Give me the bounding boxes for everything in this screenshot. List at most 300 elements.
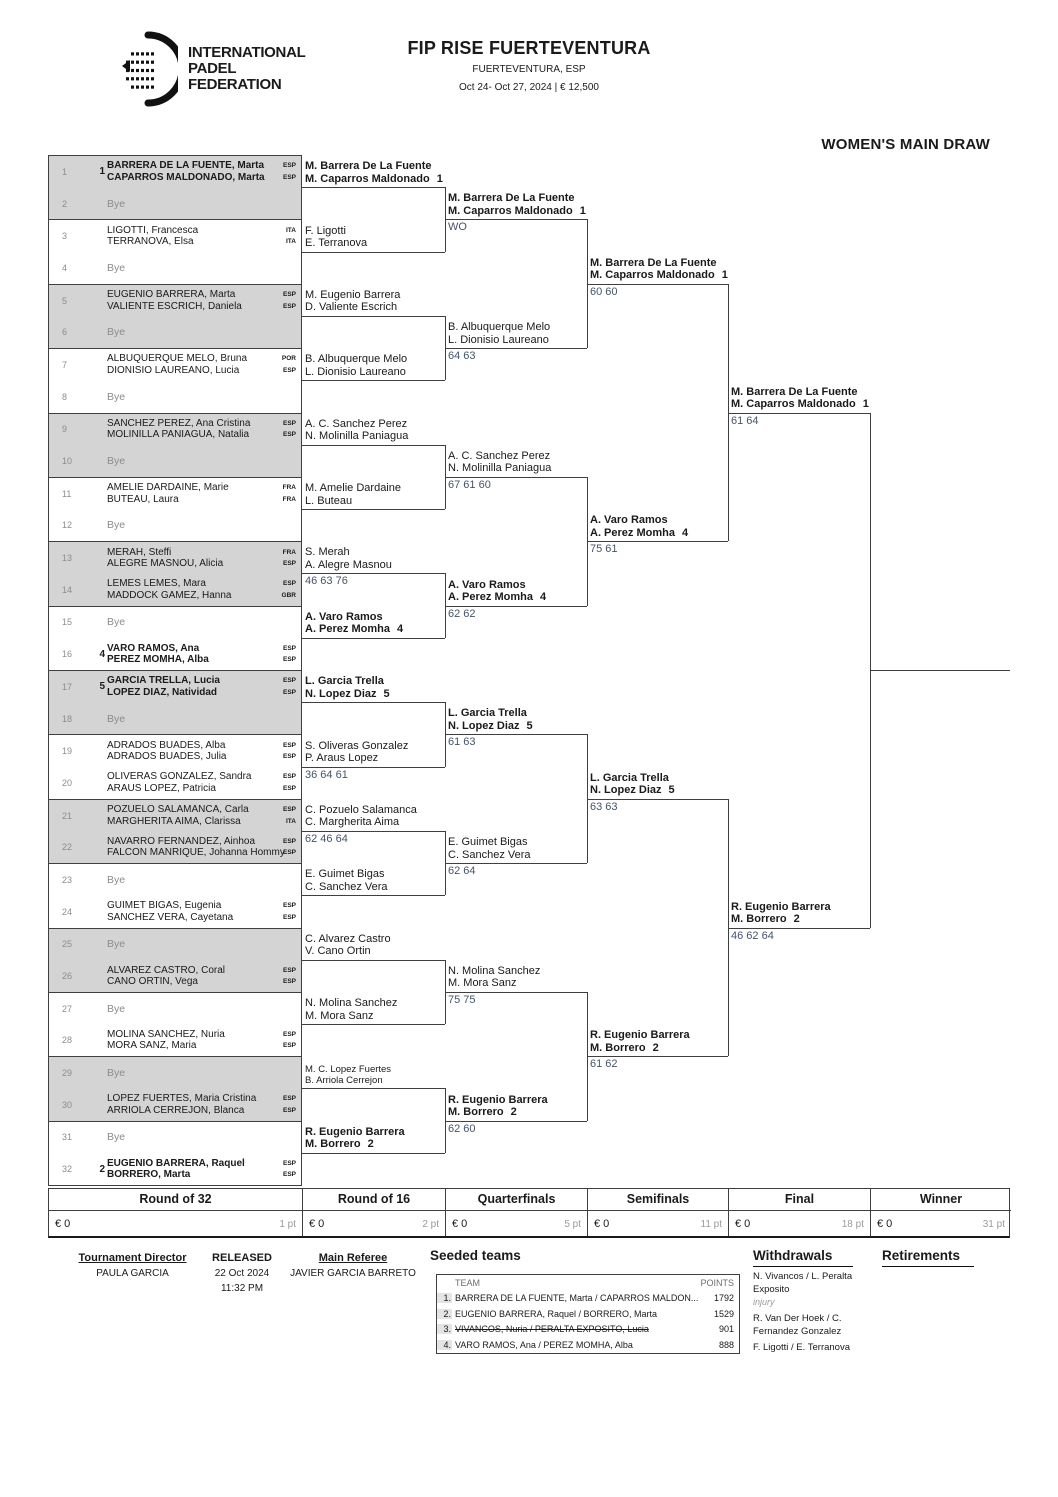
country-codes — [270, 965, 301, 988]
match-block — [48, 1122, 302, 1186]
team-label — [448, 836, 531, 863]
seed-number: 5 — [383, 687, 390, 700]
released-label: RELEASED — [212, 1252, 272, 1264]
team-names — [107, 1093, 270, 1116]
player-name: POZUELO SALAMANCA, Carla — [107, 804, 249, 816]
round-label: Semifinals — [588, 1189, 728, 1211]
seed-number: 5 — [99, 681, 105, 693]
slot-number: 10 — [62, 456, 73, 467]
prize-values — [446, 1211, 587, 1237]
team-names — [107, 938, 301, 950]
country-code: ESP — [282, 431, 296, 439]
bracket-line — [445, 348, 587, 349]
draw-slot — [49, 896, 301, 928]
bracket-line — [302, 960, 445, 961]
match-block — [48, 285, 302, 349]
player-name: A. Perez Momha 4 — [448, 591, 547, 604]
slot-number: 23 — [62, 874, 73, 885]
slot-number: 29 — [62, 1068, 73, 1079]
team-label — [448, 579, 546, 606]
bracket-line — [445, 1121, 587, 1122]
player-name: N. Molinilla Paniagua — [305, 430, 409, 443]
seeded-team-points: 901 — [718, 1324, 734, 1335]
player-name: TERRANOVA, Elsa — [107, 236, 194, 248]
ipf-logo-text — [188, 45, 305, 93]
team-names — [107, 1067, 301, 1079]
player-name: LOPEZ DIAZ, Natividad — [107, 686, 218, 698]
match-score: 64 63 — [448, 350, 476, 363]
team-label — [305, 482, 401, 509]
slot-number: 3 — [62, 231, 68, 242]
draw-slot — [49, 316, 301, 348]
draw-slot — [49, 220, 301, 252]
seeded-teams-heading: Seeded teams — [430, 1248, 521, 1263]
slot-number: 21 — [62, 810, 73, 821]
slot-number: 16 — [62, 649, 73, 660]
team-label — [305, 546, 392, 573]
prize-cell — [588, 1189, 729, 1236]
match-block — [48, 156, 302, 220]
round-label: Final — [729, 1189, 870, 1211]
seeded-header-points: POINTS — [700, 1277, 734, 1288]
player-name: MOLINILLA PANIAGUA, Natalia — [107, 429, 250, 441]
bracket-line — [302, 638, 445, 639]
draw-slot — [49, 510, 301, 542]
slot-number: 13 — [62, 553, 73, 564]
country-code: ESP — [282, 773, 296, 781]
country-codes — [270, 547, 301, 570]
country-code: ESP — [282, 966, 296, 974]
bye-label: Bye — [107, 519, 126, 532]
player-name: L. Garcia Trella — [590, 771, 669, 784]
match-block — [48, 414, 302, 478]
bracket-line — [302, 380, 445, 381]
country-code: ESP — [282, 913, 296, 921]
team-names — [107, 713, 301, 725]
team-label — [305, 418, 408, 445]
match-score: 62 62 — [448, 607, 476, 620]
player-name: E. Guimet Bigas — [448, 836, 528, 849]
country-code: ESP — [282, 1042, 296, 1050]
slot-number: 11 — [62, 488, 72, 499]
round-points: 1 pt — [279, 1218, 296, 1230]
team-names — [107, 1029, 270, 1052]
draw-slot — [49, 1122, 301, 1154]
draw-slot — [49, 156, 301, 188]
bye-label: Bye — [107, 616, 126, 629]
match-block — [48, 607, 302, 671]
player-name: E. Guimet Bigas — [305, 868, 385, 881]
seeded-team-name: EUGENIO BARRERA, Raquel / BORRERO, Marta — [455, 1308, 658, 1319]
seeded-team-row — [437, 1337, 739, 1353]
player-name: C. Pozuelo Salamanca — [305, 803, 417, 816]
seed-number: 1 — [436, 172, 443, 185]
player-name: S. Oliveras Gonzalez — [305, 739, 409, 752]
bracket-line — [445, 863, 587, 864]
match-score: 63 63 — [590, 800, 618, 813]
country-code: ESP — [282, 560, 296, 568]
player-name: E. Terranova — [305, 237, 368, 250]
team-names — [107, 771, 270, 794]
country-code: ESP — [282, 688, 296, 696]
match-block — [48, 349, 302, 413]
slot-number: 30 — [62, 1099, 73, 1110]
draw-slot — [49, 638, 301, 670]
seed-number: 1 — [862, 398, 869, 410]
player-name: M. Eugenio Barrera — [305, 288, 401, 301]
seed-number: 4 — [396, 623, 404, 636]
prize-points-table — [48, 1188, 1010, 1238]
seeded-team-row — [437, 1306, 739, 1322]
prize-cell — [871, 1189, 1011, 1236]
match-block — [48, 478, 302, 542]
country-codes — [270, 1093, 301, 1116]
match-score: 46 62 64 — [731, 929, 774, 942]
country-codes — [270, 418, 301, 441]
player-name: B. Albuquerque Melo — [448, 321, 551, 334]
player-name: A. C. Sanchez Perez — [305, 417, 408, 430]
team-label — [590, 1029, 690, 1056]
country-code: FRA — [282, 484, 296, 492]
prize-cell — [446, 1189, 588, 1236]
ipf-logo-icon — [118, 30, 178, 108]
slot-number: 7 — [62, 359, 68, 370]
seeded-team-num: 3. — [437, 1324, 452, 1334]
withdrawal-team: R. Van Der Hoek / C. Fernandez Gonzalez — [753, 1313, 842, 1337]
country-code: ESP — [282, 291, 296, 299]
country-codes — [270, 804, 301, 827]
logo-line-1: INTERNATIONAL — [188, 44, 306, 61]
released-time: 11:32 PM — [220, 1283, 264, 1294]
slot-number: 6 — [62, 327, 68, 338]
player-name: M. Amelie Dardaine — [305, 482, 401, 495]
slot-number: 14 — [62, 584, 73, 595]
player-name: L. Garcia Trella — [448, 707, 527, 720]
bracket-line — [728, 413, 870, 414]
seeded-team-row — [437, 1322, 739, 1338]
match-score: 60 60 — [590, 285, 618, 298]
bye-label: Bye — [107, 455, 126, 468]
country-codes — [270, 353, 301, 376]
slot-number: 19 — [62, 746, 73, 757]
round-label: Winner — [871, 1189, 1011, 1211]
bracket-line — [302, 895, 445, 896]
bye-label: Bye — [107, 1067, 126, 1080]
player-name: VARO RAMOS, Ana — [107, 642, 200, 654]
player-name: PEREZ MOMHA, Alba — [107, 654, 209, 666]
country-codes — [270, 482, 301, 505]
player-name: N. Molinilla Paniagua — [448, 462, 552, 475]
player-name: VALIENTE ESCRICH, Daniela — [107, 300, 242, 312]
winner-line — [870, 670, 1010, 671]
country-codes — [270, 740, 301, 763]
country-code: ESP — [282, 366, 296, 374]
draw-slot — [49, 1089, 301, 1121]
draw-slot — [49, 1057, 301, 1089]
player-name: R. Eugenio Barrera — [448, 1093, 548, 1106]
player-name: A. Perez Momha 4 — [590, 526, 689, 539]
slot-number: 15 — [62, 617, 73, 628]
bracket-line — [302, 702, 445, 703]
country-code: ESP — [282, 806, 296, 814]
bracket-line — [445, 606, 587, 607]
player-name: ALEGRE MASNOU, Alicia — [107, 558, 224, 570]
team-names — [107, 1131, 301, 1143]
player-name: M. C. Lopez Fuertes — [305, 1064, 392, 1076]
prize-money: € 0 — [594, 1218, 610, 1230]
team-names — [107, 289, 270, 312]
match-block — [48, 1057, 302, 1121]
player-name: N. Lopez Diaz 5 — [448, 719, 533, 732]
draw-slot — [49, 1153, 301, 1185]
slot-number: 5 — [62, 295, 68, 306]
team-label — [448, 321, 550, 348]
player-name: ALBUQUERQUE MELO, Bruna — [107, 353, 248, 365]
slot-number: 27 — [62, 1003, 73, 1014]
team-label — [305, 997, 397, 1024]
seeded-team-name: BARRERA DE LA FUENTE, Marta / CAPARROS MALDON... — [455, 1293, 699, 1304]
team-names — [107, 874, 301, 886]
slot-number: 24 — [62, 906, 73, 917]
player-name: M. Barrera De La Fuente — [731, 385, 858, 398]
team-label — [305, 740, 408, 767]
team-names — [107, 262, 301, 274]
bracket-line — [302, 1153, 445, 1154]
player-name: ARAUS LOPEZ, Patricia — [107, 782, 216, 794]
team-label — [448, 192, 586, 219]
bracket-line — [302, 1088, 445, 1089]
player-name: D. Valiente Escrich — [305, 301, 398, 314]
player-name: BARRERA DE LA FUENTE, Marta — [107, 160, 265, 172]
released-date: 22 Oct 2024 — [214, 1268, 270, 1279]
player-name: R. Eugenio Barrera — [590, 1029, 690, 1042]
team-label — [305, 675, 390, 702]
seeded-teams-table — [436, 1274, 740, 1354]
draw-slot — [49, 542, 301, 574]
player-name: M. Caparros Maldonado 1 — [590, 269, 728, 282]
tournament-director-name: PAULA GARCIA — [96, 1268, 169, 1279]
player-name: M. Caparros Maldonado 1 — [305, 172, 443, 185]
bracket-line — [302, 573, 445, 574]
team-names — [107, 900, 270, 923]
seeded-team-name: VIVANCOS, Nuria / PERALTA EXPOSITO, Lucia — [455, 1324, 649, 1335]
country-code: ESP — [282, 753, 296, 761]
player-name: C. Margherita Aima — [305, 816, 400, 829]
team-names — [107, 326, 301, 338]
country-code: ITA — [286, 238, 296, 246]
slot-number: 31 — [62, 1132, 73, 1143]
prize-values — [871, 1211, 1011, 1237]
slot-number: 17 — [62, 681, 73, 692]
prize-money: € 0 — [452, 1218, 468, 1230]
draw-slot — [49, 252, 301, 284]
player-name: LIGOTTI, Francesca — [107, 224, 199, 236]
prize-cell — [729, 1189, 871, 1236]
player-name: A. Alegre Masnou — [305, 558, 392, 571]
match-score: 61 62 — [590, 1058, 618, 1071]
tournament-director-label: Tournament Director — [78, 1252, 187, 1264]
draw-slot — [49, 381, 301, 413]
withdrawal-reason: injury — [753, 1297, 775, 1307]
bye-label: Bye — [107, 938, 126, 951]
slot-number: 26 — [62, 971, 73, 982]
bracket-line — [302, 509, 445, 510]
player-name: CAPARROS MALDONADO, Marta — [107, 171, 265, 183]
withdrawals-block — [753, 1248, 853, 1354]
prize-money: € 0 — [735, 1218, 751, 1230]
round-points: 18 pt — [841, 1218, 864, 1230]
round-points: 2 pt — [422, 1218, 439, 1230]
team-names — [107, 353, 270, 376]
player-name: M. Borrero 2 — [590, 1041, 659, 1054]
country-codes — [270, 675, 301, 698]
player-name: N. Lopez Diaz 5 — [590, 784, 675, 797]
player-name: MORA SANZ, Maria — [107, 1040, 197, 1052]
tournament-director-block — [55, 1252, 210, 1279]
team-names — [107, 804, 270, 827]
prize-values — [588, 1211, 728, 1237]
draw-slot — [49, 414, 301, 446]
match-score: 46 63 76 — [305, 575, 348, 588]
slot-number: 22 — [62, 842, 73, 853]
player-name: MADDOCK GAMEZ, Hanna — [107, 589, 232, 601]
country-codes — [270, 900, 301, 923]
match-block — [48, 864, 302, 928]
seeded-team-num: 2. — [437, 1309, 452, 1319]
country-code: ESP — [282, 419, 296, 427]
logo-line-2: PADEL — [188, 60, 237, 77]
bye-label: Bye — [107, 197, 126, 210]
team-label — [305, 353, 407, 380]
slot-number: 2 — [62, 198, 68, 209]
draw-slot — [49, 285, 301, 317]
player-name: L. Garcia Trella — [305, 675, 384, 688]
bye-label: Bye — [107, 712, 126, 725]
tournament-title: FIP RISE FUERTEVENTURA — [407, 38, 651, 58]
country-codes — [270, 836, 301, 859]
bye-label: Bye — [107, 326, 126, 339]
player-name: ADRADOS BUADES, Julia — [107, 751, 227, 763]
player-name: L. Buteau — [305, 494, 353, 507]
team-names — [107, 1158, 270, 1181]
team-label — [305, 804, 417, 831]
team-names — [107, 616, 301, 628]
slot-number: 8 — [62, 391, 68, 402]
country-code: ITA — [286, 817, 296, 825]
country-code: ESP — [282, 1159, 296, 1167]
player-name: F. Ligotti — [305, 224, 346, 237]
round-points: 31 pt — [982, 1218, 1005, 1230]
team-label — [448, 707, 533, 734]
draw-slot — [49, 767, 301, 799]
match-block — [48, 220, 302, 284]
country-code: FRA — [282, 548, 296, 556]
player-name: S. Merah — [305, 546, 350, 559]
withdrawal-team: N. Vivancos / L. Peralta Exposito — [753, 1271, 853, 1295]
draw-slot — [49, 864, 301, 896]
round-label: Round of 16 — [303, 1189, 445, 1211]
player-name: P. Araus Lopez — [305, 752, 379, 765]
team-label — [305, 1064, 391, 1088]
main-referee-name: JAVIER GARCIA BARRETO — [290, 1268, 416, 1279]
team-names — [107, 675, 270, 698]
seeded-team-num: 4. — [437, 1340, 452, 1350]
team-names — [107, 1003, 301, 1015]
seed-number: 4 — [681, 526, 689, 539]
seeded-team-points: 1529 — [713, 1308, 734, 1319]
prize-values — [303, 1211, 445, 1237]
team-names — [107, 160, 270, 183]
country-code: ESP — [282, 1095, 296, 1103]
seeded-team-points: 888 — [718, 1339, 734, 1350]
match-score: 61 64 — [731, 414, 759, 427]
match-score: 62 64 — [448, 865, 476, 878]
country-code: ESP — [282, 173, 296, 181]
bracket-line — [302, 1024, 445, 1025]
team-names — [107, 578, 270, 601]
bracket-line — [302, 252, 445, 253]
team-names — [107, 965, 270, 988]
team-label — [305, 289, 400, 316]
player-name: LEMES LEMES, Mara — [107, 578, 206, 590]
country-code: ESP — [282, 677, 296, 685]
round-points: 11 pt — [700, 1218, 722, 1230]
draw-slot — [49, 993, 301, 1025]
player-name: L. Dionisio Laureano — [305, 365, 406, 378]
player-name: A. Varo Ramos — [590, 514, 668, 527]
team-label — [590, 514, 688, 541]
draw-slot — [49, 349, 301, 381]
player-name: N. Molina Sanchez — [448, 964, 541, 977]
match-score: 61 63 — [448, 736, 476, 749]
player-name: GUIMET BIGAS, Eugenia — [107, 900, 222, 912]
prize-cell — [49, 1189, 303, 1236]
team-names — [107, 547, 270, 570]
player-name: MARGHERITA AIMA, Clarissa — [107, 815, 241, 827]
team-label — [305, 160, 443, 187]
country-code: ESP — [282, 656, 296, 664]
seed-number: 2 — [99, 1163, 105, 1175]
match-score: 62 46 64 — [305, 832, 348, 845]
player-name: C. Alvarez Castro — [305, 932, 391, 945]
bracket-line — [587, 799, 728, 800]
country-code: ESP — [282, 978, 296, 986]
tournament-header — [329, 38, 729, 93]
seed-number: 4 — [539, 591, 547, 604]
country-codes — [270, 289, 301, 312]
player-name: R. Eugenio Barrera — [305, 1125, 405, 1138]
bracket-line — [587, 284, 728, 285]
country-codes — [270, 771, 301, 794]
match-score: WO — [448, 221, 467, 234]
player-name: ADRADOS BUADES, Alba — [107, 739, 226, 751]
ipf-logo — [118, 30, 305, 108]
team-names — [107, 225, 270, 248]
match-block — [48, 671, 302, 735]
main-referee-block — [283, 1252, 423, 1279]
team-label — [448, 450, 551, 477]
prize-money: € 0 — [877, 1218, 893, 1230]
bracket-line — [302, 445, 445, 446]
country-code: ESP — [282, 580, 296, 588]
country-code: ESP — [282, 644, 296, 652]
draw-slot — [49, 478, 301, 510]
seed-number: 5 — [526, 719, 533, 732]
draw-slot — [49, 1025, 301, 1057]
seeded-team-num: 1. — [437, 1293, 452, 1303]
match-score: 36 64 61 — [305, 768, 348, 781]
draw-slot — [49, 929, 301, 961]
